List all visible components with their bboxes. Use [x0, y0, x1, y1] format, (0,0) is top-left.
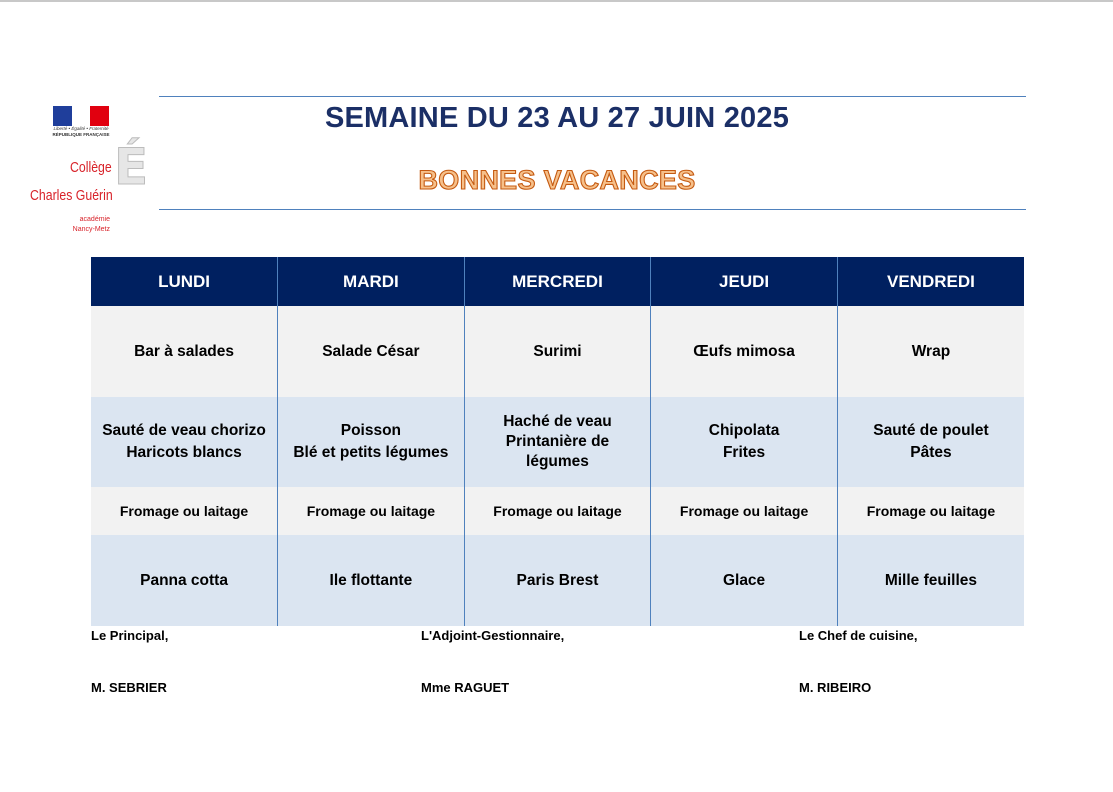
day-header-tuesday: MARDI: [278, 257, 465, 306]
menu-cell: Bar à salades: [91, 306, 278, 397]
chef-title: Le Chef de cuisine,: [799, 628, 918, 643]
menu-cell: Haché de veau Printanière de légumes: [464, 397, 651, 487]
cheese-row: [91, 487, 1024, 535]
menu-cell: Sauté de poulet Pâtes: [837, 397, 1024, 487]
menu-cell: Surimi: [464, 306, 651, 397]
college-logo: [28, 104, 158, 244]
principal-title: Le Principal,: [91, 628, 169, 643]
menu-cell: Œufs mimosa: [651, 306, 838, 397]
header-bottom-rule: [159, 209, 1026, 210]
education-e-emblem: É: [114, 138, 149, 196]
chef-name: M. RIBEIRO: [799, 680, 872, 695]
menu-cell: Ile flottante: [278, 535, 465, 626]
menu-cell: Glace: [651, 535, 838, 626]
gestionnaire-name: Mme RAGUET: [421, 680, 510, 695]
republic-label: RÉPUBLIQUE FRANÇAISE: [52, 132, 110, 137]
day-header-friday: VENDREDI: [837, 257, 1024, 306]
vacation-banner: BONNES VACANCES: [418, 165, 696, 195]
header-top-rule: [159, 96, 1026, 97]
day-header-monday: LUNDI: [91, 257, 278, 306]
academie-label: académie: [79, 216, 110, 223]
menu-cell: Fromage ou laitage: [464, 487, 651, 535]
starter-row: [91, 306, 1024, 397]
menu-cell: Panna cotta: [91, 535, 278, 626]
menu-cell: Paris Brest: [464, 535, 651, 626]
menu-cell: Salade César: [278, 306, 465, 397]
republic-motto: Liberté • Égalité • Fraternité: [53, 126, 109, 131]
menu-cell: Chipolata Frites: [651, 397, 838, 487]
menu-cell: Fromage ou laitage: [837, 487, 1024, 535]
main-course-row: [91, 397, 1024, 487]
college-name-line1: Collège: [70, 159, 112, 176]
french-flag-icon: [53, 106, 109, 126]
menu-cell: Fromage ou laitage: [651, 487, 838, 535]
gestionnaire-title: L'Adjoint-Gestionnaire,: [421, 628, 565, 643]
menu-cell: Fromage ou laitage: [278, 487, 465, 535]
dessert-row: [91, 535, 1024, 626]
menu-cell: Fromage ou laitage: [91, 487, 278, 535]
day-header-wednesday: MERCREDI: [464, 257, 651, 306]
menu-cell: Poisson Blé et petits légumes: [278, 397, 465, 487]
day-header-row: [91, 257, 1024, 306]
principal-name: M. SEBRIER: [91, 680, 167, 695]
menu-cell: Wrap: [837, 306, 1024, 397]
week-title: SEMAINE DU 23 AU 27 JUIN 2025: [324, 102, 790, 134]
menu-cell: Sauté de veau chorizo Haricots blancs: [91, 397, 278, 487]
academie-name: Nancy-Metz: [72, 226, 110, 233]
menu-cell: Mille feuilles: [837, 535, 1024, 626]
page-top-border: [0, 0, 1113, 2]
weekly-menu-table: [91, 257, 1024, 626]
college-name-line2: Charles Guérin: [30, 187, 113, 204]
day-header-thursday: JEUDI: [651, 257, 838, 306]
